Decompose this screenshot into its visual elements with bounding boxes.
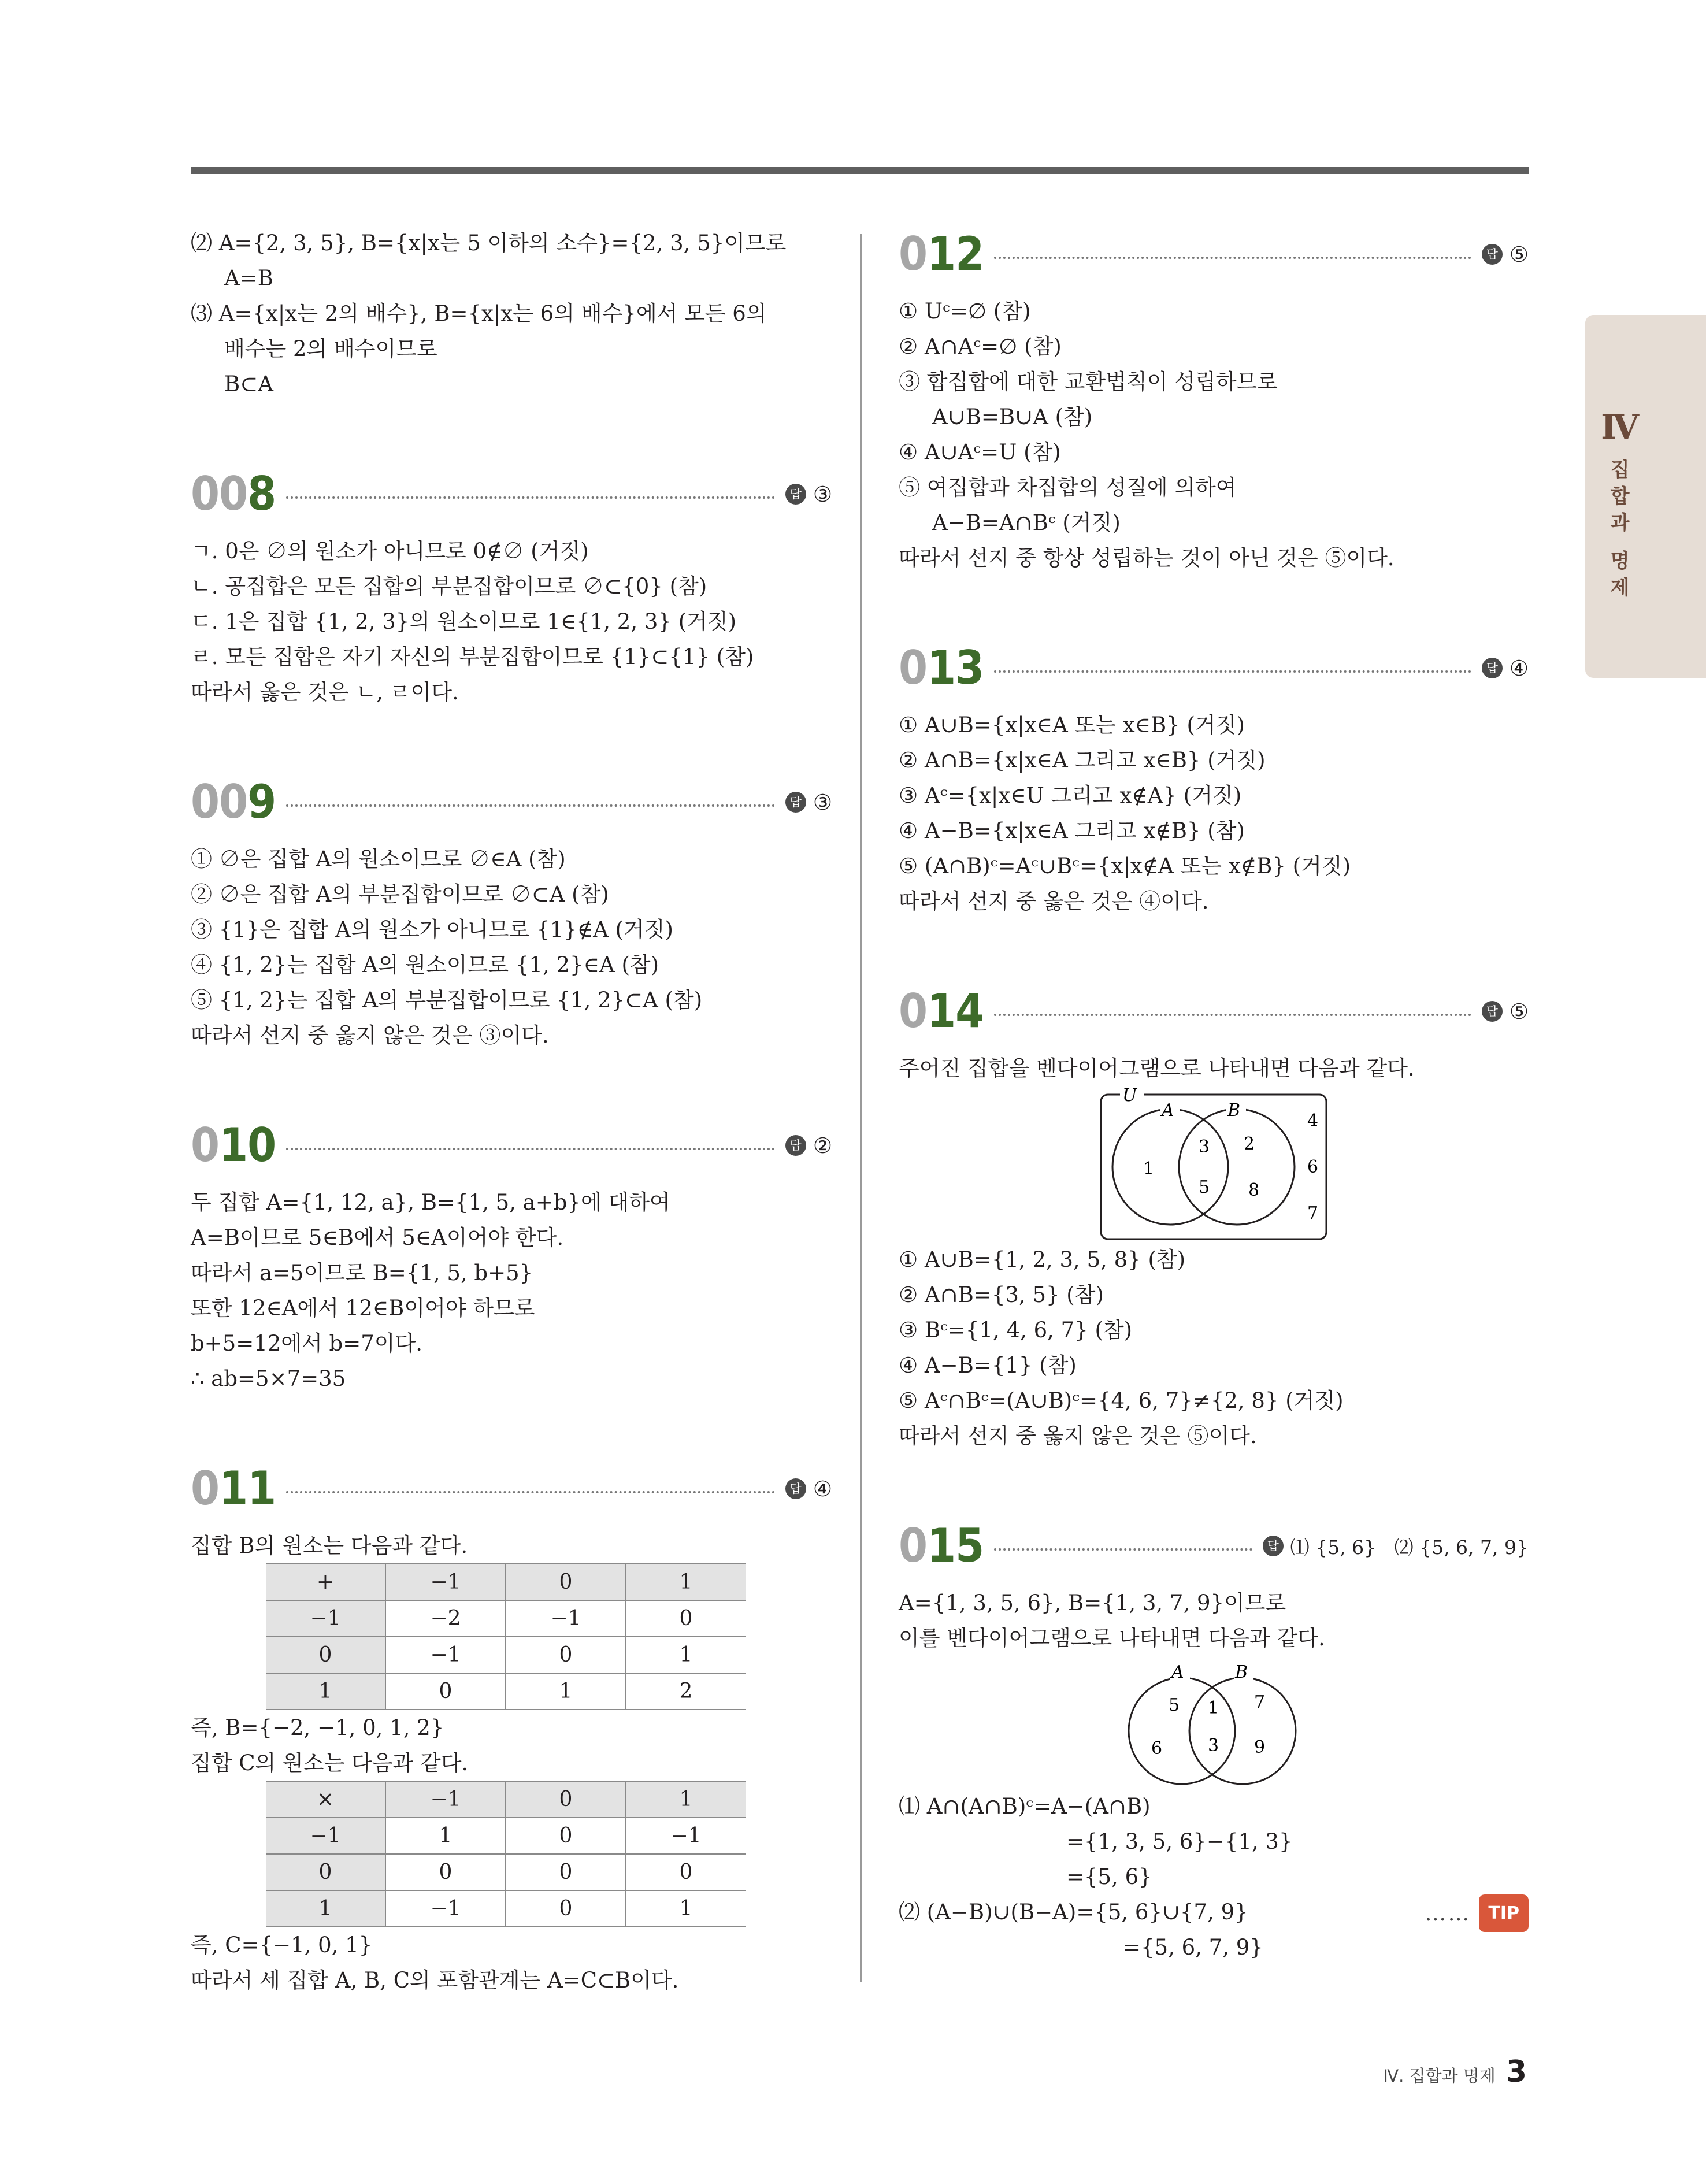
answer: 답 ③ [785, 790, 832, 815]
solution-008: 008 답 ③ ㄱ. 0은 ∅의 원소가 아니므로 0∉∅ (거짓) ㄴ. 공집합은 모든 집합의 부분집합이므로 ∅⊂{0} (참) ㄷ. 1은 집합 {1, 2, 3}의 원소이므로 1∈{1, 2, 3} (거짓) ㄹ. 모든 집합은 자기 자신의 부분집합이므로 {1}⊂{1} (참) 따라서 옳은 것은 ㄴ, ㄹ이다. [191, 465, 832, 710]
label-a: A [1162, 1100, 1174, 1121]
venn-value: 5 [1199, 1177, 1210, 1197]
tip-badge: TIP [1479, 1894, 1529, 1932]
venn-value: 2 [1244, 1134, 1255, 1154]
problem-header [899, 225, 1529, 283]
problem-header [191, 465, 832, 523]
problem-number: 013 [899, 641, 984, 695]
set-a-circle [1112, 1109, 1228, 1225]
left-column [191, 225, 832, 1998]
problem-header [899, 982, 1529, 1040]
solution-014: 014 답 ⑤ 주어진 집합을 벤다이어그램으로 나타내면 다음과 같다. U A B 1 3 5 2 8 4 6 7 ① A∪B={1, 2, 3, 5, 8} (참) ② A∩B={3, 5} (참) ③ Bᶜ={1, 4, 6, 7} (참) ④ A−B={1} (참) ⑤ Aᶜ∩Bᶜ=(A∪B)ᶜ={4, 6, 7}≠{2, 8} (거짓) 따라서 선지 중 옳지 않은 것은 ⑤이다. [899, 982, 1529, 1453]
venn-value: 1 [1208, 1698, 1219, 1718]
venn-value: 7 [1307, 1203, 1319, 1223]
top-rule [191, 167, 1529, 174]
label-u: U [1122, 1086, 1137, 1106]
chapter-title-vertical: 집 합 과 명 제 [1610, 458, 1630, 599]
solution-015: 015 답 ⑴ {5, 6} ⑵ {5, 6, 7, 9} A={1, 3, 5, 6}, B={1, 3, 7, 9}이므로 이를 벤다이어그램으로 나타내면 다음과 같다. A B 5 6 1 3 7 9 ⑴ A∩(A∩B)ᶜ=A−(A∩B) ={1, 3, 5, 6}−{1, 3} ={5, 6} ⑵ (A−B)∪(B−A)={5, 6}∪{7, 9} …… TIP ={5, 6, 7, 9} [899, 1517, 1529, 1965]
chapter-side-tab [1585, 315, 1706, 678]
page-footer [1383, 2055, 1527, 2089]
footer-chapter: Ⅳ. 집합과 명제 [1383, 2066, 1496, 2086]
venn-value: 4 [1307, 1111, 1319, 1131]
set-b-circle [1179, 1109, 1295, 1225]
answer-icon: 답 [785, 1478, 806, 1499]
venn-diagram-ab [1115, 1656, 1312, 1789]
solution-011: 011 답 ④ 집합 B의 원소는 다음과 같다. + −1 0 1 −1 −2 −1 0 0 −1 0 1 1 0 1 2 즉, B={−2, −1, 0, 1, 2} 집합 C의 원소는 다음과 같다. × −1 0 1 −1 1 0 −1 0 0 0 0 1 −1 0 1 즉, C={−1, 0, 1} 따라서 세 집합 A, B, C의 포함관계는 A=C⊂B이다. [191, 1460, 832, 1998]
venn-value: 6 [1307, 1157, 1319, 1177]
problem-number: 012 [899, 227, 984, 281]
problem-header [191, 1460, 832, 1518]
venn-value: 7 [1254, 1692, 1266, 1712]
problem-header [899, 639, 1529, 697]
problem-number: 011 [191, 1462, 276, 1515]
answer-icon: 답 [785, 1135, 806, 1156]
solution-012: 012 답 ⑤ ① Uᶜ=∅ (참) ② A∩Aᶜ=∅ (참) ③ 합집합에 대한 교환법칙이 성립하므로 A∪B=B∪A (참) ④ A∪Aᶜ=U (참) ⑤ 여집합과 차집합의 성질에 의하여 A−B=A∩Bᶜ (거짓) 따라서 선지 중 항상 성립하는 것이 아닌 것은 ⑤이다. [899, 225, 1529, 576]
problem-number: 010 [191, 1118, 276, 1172]
venn-diagram-abu [1098, 1086, 1329, 1242]
problem-header [191, 1117, 832, 1174]
answer: 답 ④ [785, 1477, 832, 1501]
problem-number: 014 [899, 984, 984, 1038]
right-column [899, 225, 1529, 1965]
solution-013: 013 답 ④ ① A∪B={x|x∈A 또는 x∈B} (거짓) ② A∩B={x|x∈A 그리고 x∈B} (거짓) ③ Aᶜ={x|x∈U 그리고 x∉A} (거짓) ④ A−B={x|x∈A 그리고 x∉B} (참) ⑤ (A∩B)ᶜ=Aᶜ∪Bᶜ={x|x∉A 또는 x∉B} (거짓) 따라서 선지 중 옳은 것은 ④이다. [899, 639, 1529, 919]
problem-header [899, 1517, 1529, 1575]
answer-icon: 답 [785, 484, 806, 505]
venn-value: 3 [1199, 1137, 1210, 1157]
answer-icon: 답 [785, 792, 806, 813]
answer: 답 ④ [1482, 656, 1529, 681]
venn-value: 8 [1248, 1180, 1260, 1200]
answer: 답 ③ [785, 482, 832, 507]
solution-010: 010 답 ② 두 집합 A={1, 12, a}, B={1, 5, a+b}에 대하여 A=B이므로 5∈B에서 5∈A이어야 한다. 따라서 a=5이므로 B={1, 5, b+5} 또한 12∈A에서 12∈B이어야 하므로 b+5=12에서 b=7이다. ∴ ab=5×7=35 [191, 1117, 832, 1396]
answer: 답 ⑴ {5, 6} ⑵ {5, 6, 7, 9} [1263, 1533, 1529, 1560]
set-a-circle [1129, 1678, 1235, 1784]
answer: 답 ⑤ [1482, 999, 1529, 1024]
venn-value: 5 [1169, 1695, 1180, 1715]
answer-icon: 답 [1482, 1001, 1503, 1022]
line-with-tip: ⑵ (A−B)∪(B−A)={5, 6}∪{7, 9} …… TIP [899, 1894, 1529, 1930]
venn-value: 9 [1254, 1737, 1266, 1757]
answer-icon: 답 [1482, 244, 1503, 265]
problem-number: 009 [191, 775, 276, 829]
venn-value: 6 [1151, 1738, 1163, 1759]
chapter-roman: Ⅳ [1601, 407, 1639, 447]
column-divider [860, 234, 862, 1982]
answer: 답 ⑤ [1482, 242, 1529, 267]
label-b: B [1235, 1662, 1248, 1682]
page-number: 3 [1505, 2055, 1527, 2089]
answer-icon: 답 [1482, 658, 1503, 678]
universal-set-box [1101, 1095, 1326, 1239]
venn-value: 3 [1208, 1736, 1219, 1756]
problem-number: 008 [191, 467, 276, 521]
venn-value: 1 [1143, 1159, 1155, 1179]
answer-icon: 답 [1263, 1536, 1284, 1556]
multiplication-table: × −1 0 1 −1 1 0 −1 0 0 0 0 1 −1 0 1 [266, 1781, 746, 1927]
answer: 답 ② [785, 1133, 832, 1158]
solution-009: 009 답 ③ ① ∅은 집합 A의 원소이므로 ∅∈A (참) ② ∅은 집합 A의 부분집합이므로 ∅⊂A (참) ③ {1}은 집합 A의 원소가 아니므로 {1}∉A (거짓) ④ {1, 2}는 집합 A의 원소이므로 {1, 2}∈A (참) ⑤ {1, 2}는 집합 A의 부분집합이므로 {1, 2}⊂A (참) 따라서 선지 중 옳지 않은 것은 ③이다. [191, 773, 832, 1053]
prev-solution-tail: ⑵ A={2, 3, 5}, B={x|x는 5 이하의 소수}={2, 3, 5}이므로 A=B ⑶ A={x|x는 2의 배수}, B={x|x는 6의 배수}에서 모든 6의 배수는 2의 배수이므로 B⊂A [191, 231, 787, 396]
problem-header [191, 773, 832, 831]
tip-marker: …… TIP [1425, 1894, 1529, 1932]
label-a: A [1171, 1662, 1184, 1682]
addition-table: + −1 0 1 −1 −2 −1 0 0 −1 0 1 1 0 1 2 [266, 1563, 746, 1710]
problem-number: 015 [899, 1519, 984, 1573]
set-b-circle [1189, 1678, 1296, 1784]
label-b: B [1227, 1100, 1241, 1121]
